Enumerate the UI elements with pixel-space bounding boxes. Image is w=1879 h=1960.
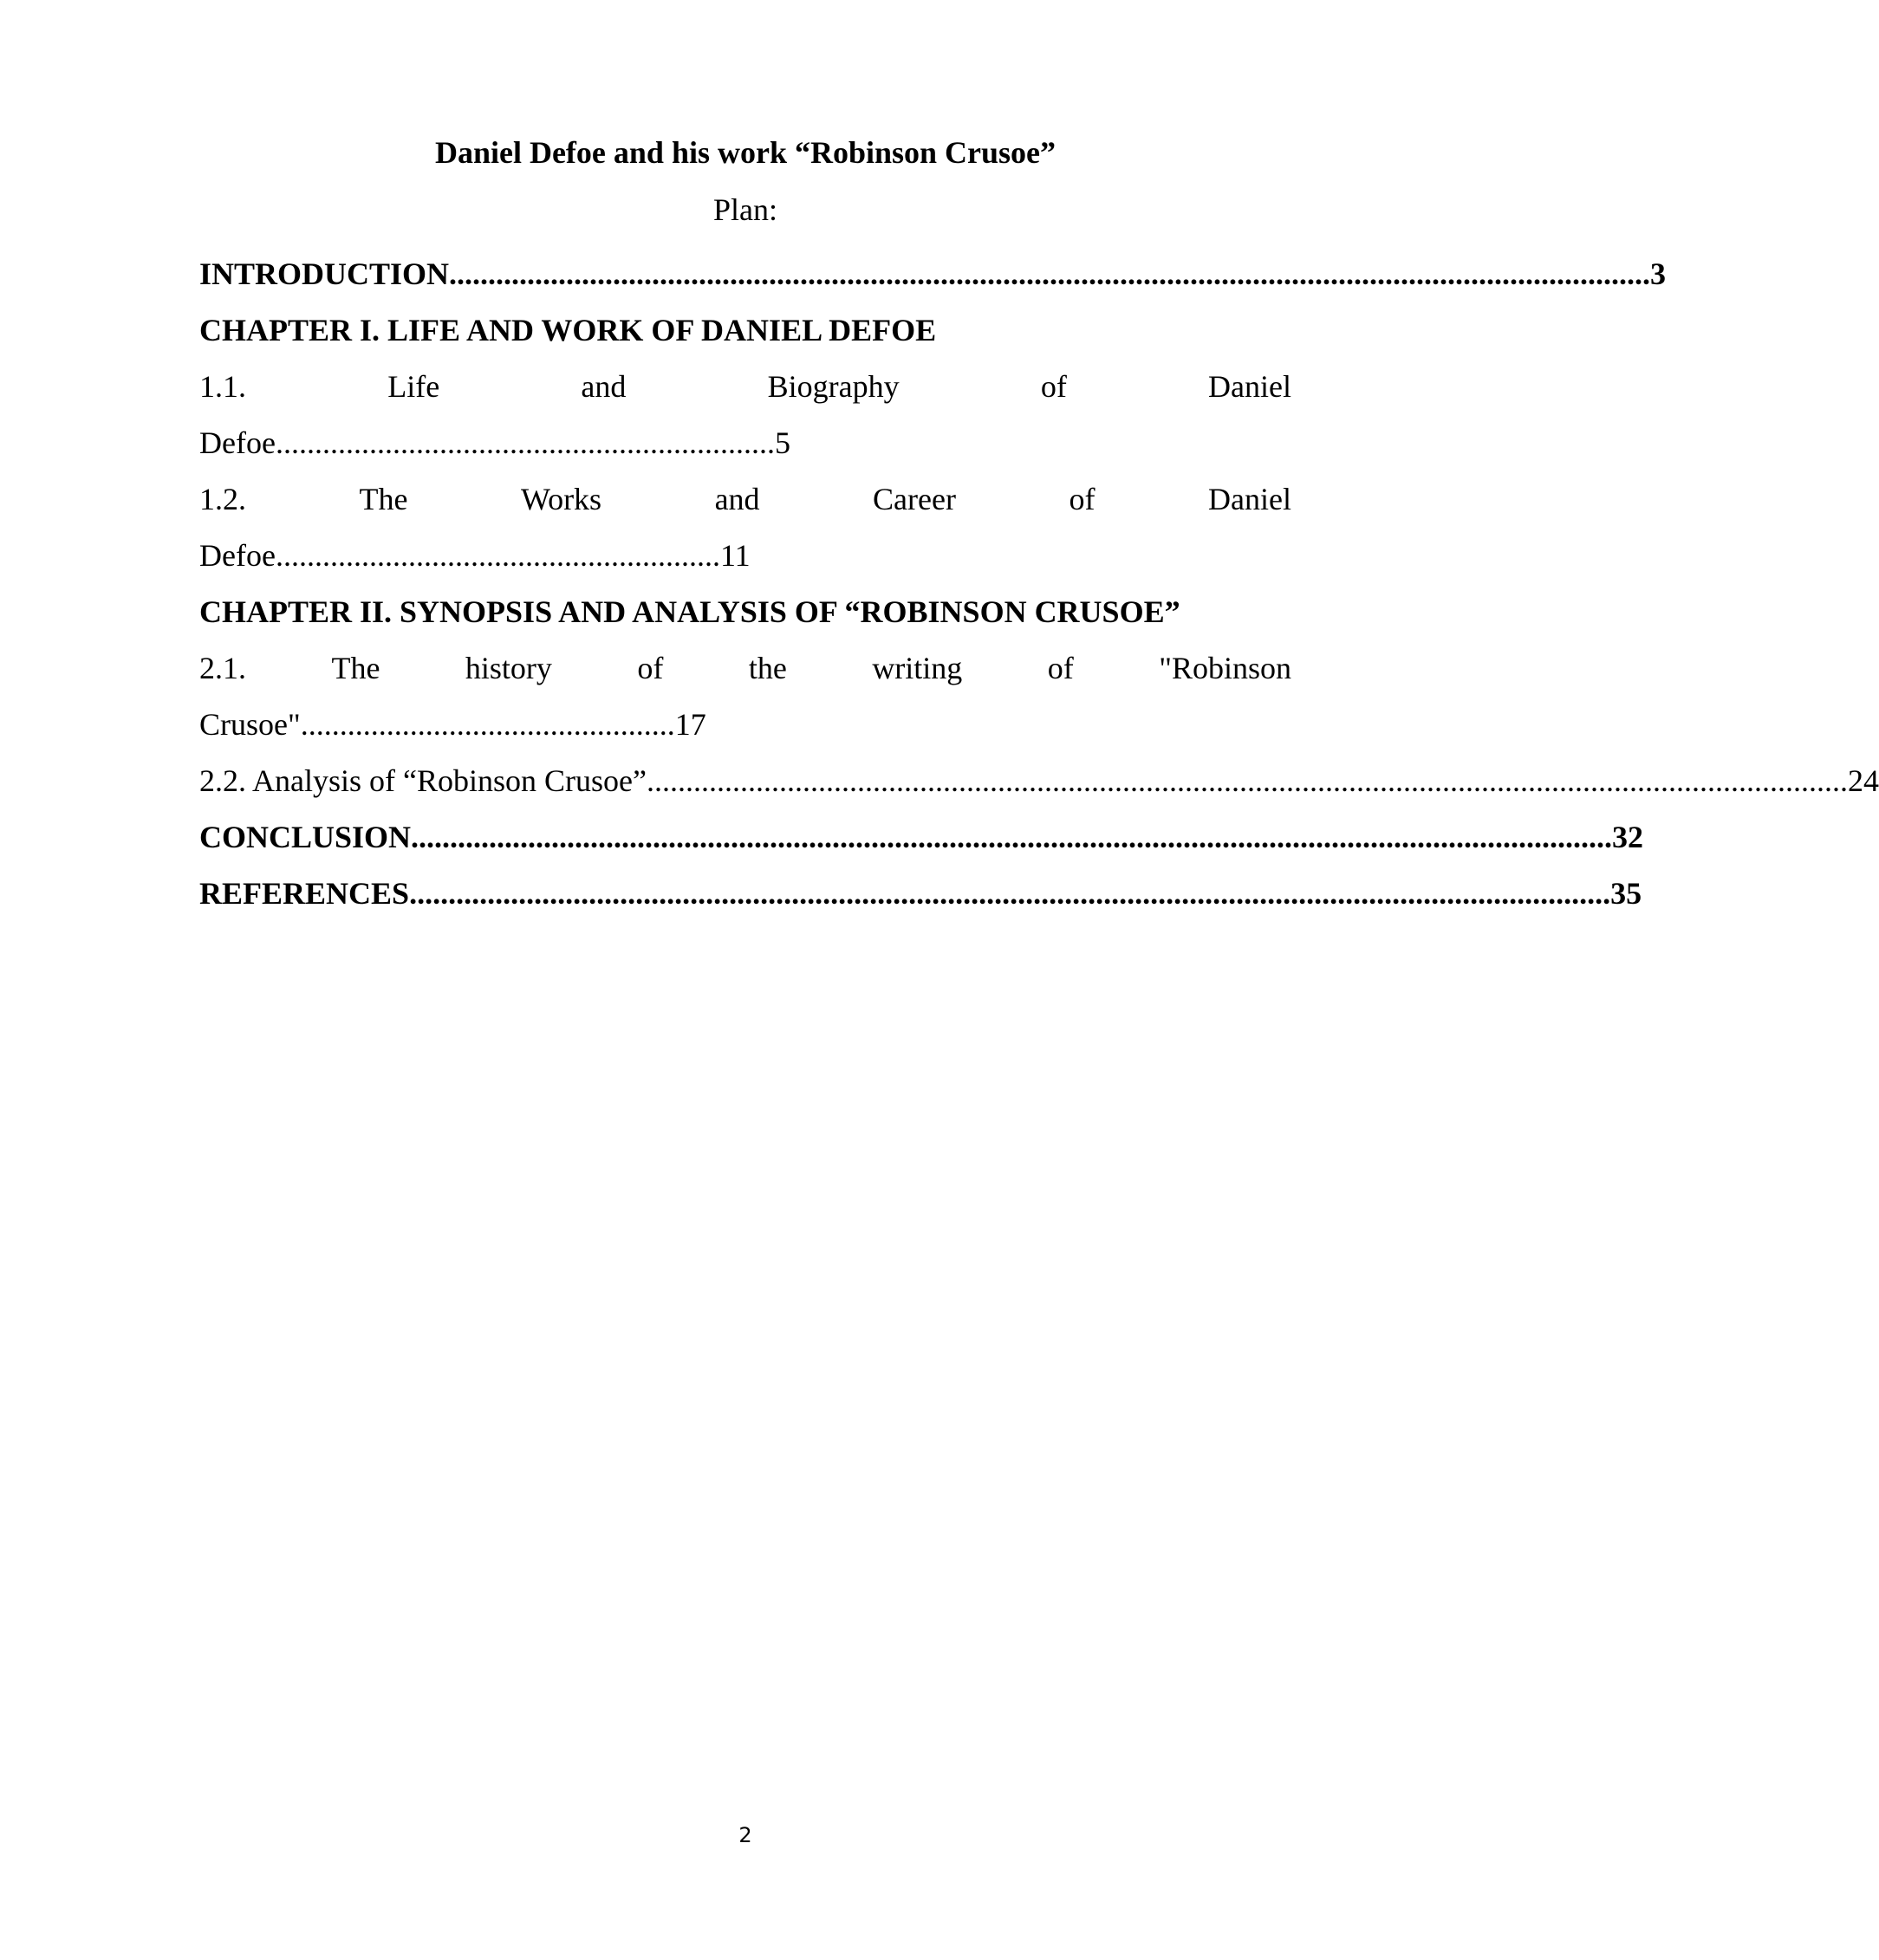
toc-word: Defoe — [199, 425, 276, 460]
toc-word: The — [331, 651, 380, 685]
toc-word: Daniel — [1207, 482, 1291, 516]
toc-chapter-2: CHAPTER II. SYNOPSIS AND ANALYSIS OF “ROBINSON CRUSOE” — [199, 594, 1180, 629]
toc-entry-label: 2.2. Analysis of “Robinson Crusoe” — [199, 763, 647, 798]
toc-entry-label: CONCLUSION — [199, 820, 412, 854]
toc-entry-introduction — [199, 246, 1667, 302]
toc-word: Daniel — [1208, 369, 1291, 404]
toc-word: Biography — [767, 369, 900, 404]
toc-page-number: 17 — [674, 707, 706, 742]
toc-word: Defoe — [199, 538, 276, 573]
toc-word: 1.2. — [199, 482, 246, 516]
toc-word: of — [1069, 482, 1096, 516]
toc-word: Works — [520, 482, 602, 516]
plan-heading: Plan: — [712, 192, 777, 227]
toc-word: Crusoe" — [199, 707, 301, 742]
toc-word: The — [359, 482, 408, 516]
toc-page-number: 5 — [774, 425, 790, 460]
toc-entry-label: INTRODUCTION — [199, 256, 450, 291]
dot-leader: ................................................ — [300, 707, 675, 742]
dot-leader: .......................................................................................................................................................... — [449, 256, 1651, 291]
toc-word: of — [1040, 369, 1067, 404]
toc-page-number: 24 — [1847, 763, 1879, 798]
toc-entry-1-2 — [199, 471, 1291, 528]
dot-leader: .......................................................................................................................................................... — [411, 820, 1613, 854]
toc-word: of — [1047, 651, 1074, 685]
toc-word: 1.1. — [199, 369, 246, 404]
toc-word: writing — [872, 651, 963, 685]
toc-page-number: 3 — [1650, 256, 1667, 291]
toc-word: and — [581, 369, 627, 404]
toc-word: Career — [873, 482, 956, 516]
toc-page-number: 32 — [1612, 820, 1644, 854]
toc-word: "Robinson — [1159, 651, 1291, 685]
toc-entry-references — [199, 866, 1642, 922]
dot-leader: .......................................................................................................................................................... — [409, 876, 1611, 911]
toc-word: of — [637, 651, 664, 685]
toc-entry-2-1 — [199, 640, 1291, 697]
page-number: 2 — [738, 1823, 752, 1847]
toc-chapter-1: CHAPTER I. LIFE AND WORK OF DANIEL DEFOE — [199, 313, 937, 347]
toc-entry-label: REFERENCES — [199, 876, 410, 911]
toc-entry-conclusion — [199, 809, 1644, 866]
toc-word: 2.1. — [199, 651, 246, 685]
toc-word: and — [714, 482, 760, 516]
document-title: Daniel Defoe and his work “Robinson Crusoe” — [434, 135, 1057, 170]
toc-entry-1-1-continued — [199, 415, 1291, 471]
dot-leader: ......................................................... — [275, 538, 720, 573]
toc-entry-2-1-continued — [199, 697, 1291, 753]
dot-leader: .......................................................................................................................................................... — [646, 763, 1848, 798]
toc-entry-1-2-continued — [199, 528, 1291, 584]
toc-word: the — [748, 651, 787, 685]
toc-entry-1-1 — [199, 359, 1291, 415]
toc-entry-2-2 — [199, 753, 1879, 809]
table-of-contents — [199, 246, 1879, 922]
toc-word: Life — [387, 369, 440, 404]
dot-leader: ................................................................ — [275, 425, 775, 460]
toc-page-number: 11 — [719, 538, 751, 573]
toc-word: history — [465, 651, 552, 685]
toc-page-number: 35 — [1610, 876, 1642, 911]
